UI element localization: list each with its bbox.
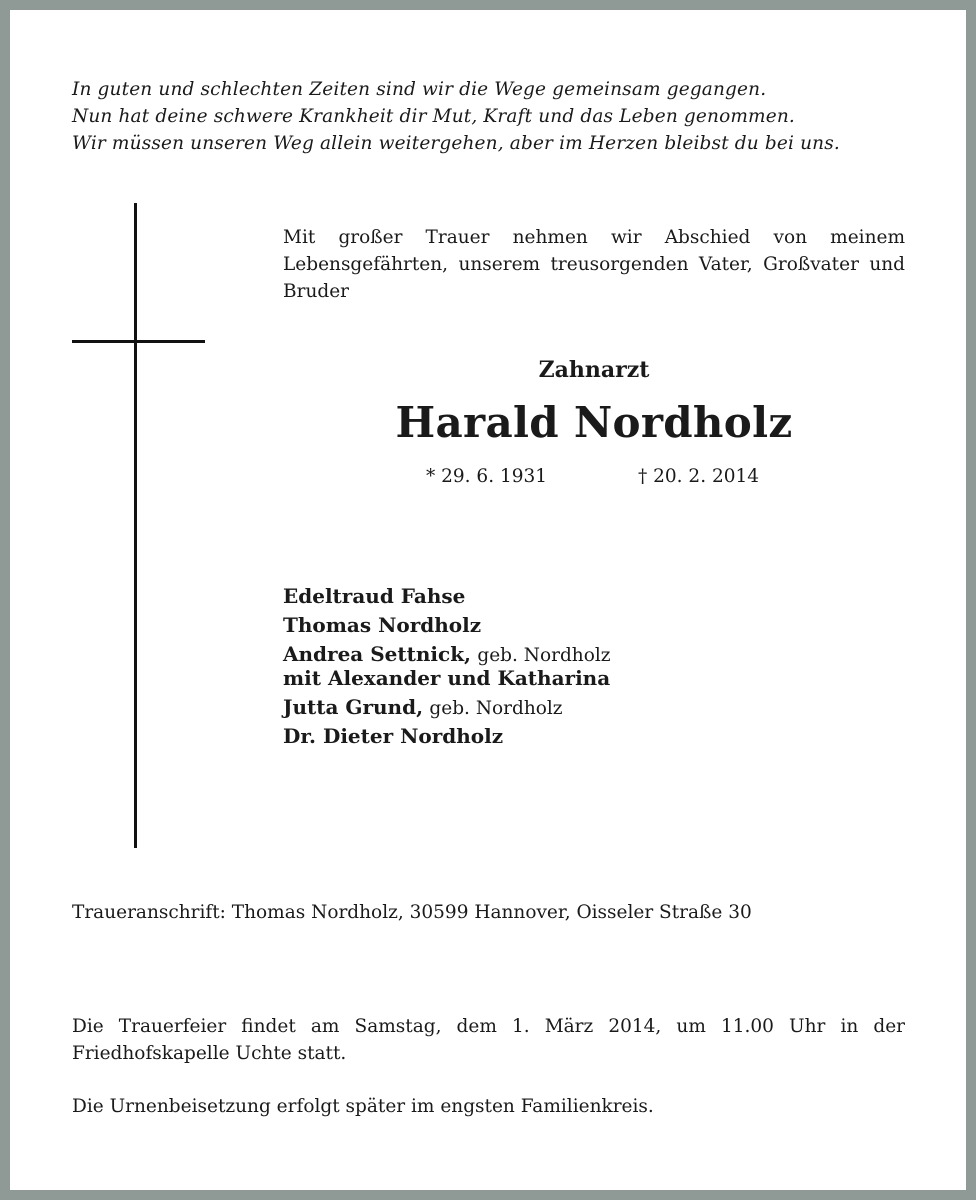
funeral-service-notice: Die Trauerfeier findet am Samstag, dem 1. März 2014, um 11.00 Uhr in der Friedhofskapelle Uchte statt.	[72, 1016, 905, 1064]
mourners-list	[283, 584, 611, 748]
mourning-address: Traueranschrift: Thomas Nordholz, 30599 Hannover, Oisseler Straße 30	[72, 902, 752, 923]
mourner-birth-name: geb. Nordholz	[477, 645, 611, 666]
mourner-entry	[283, 666, 611, 690]
mourner-entry	[283, 695, 611, 719]
mourner-name: mit Alexander und Katharina	[283, 666, 611, 690]
mourner-entry	[283, 613, 611, 637]
deceased-title: Zahnarzt	[538, 357, 650, 383]
mourner-name: Thomas Nordholz	[283, 613, 482, 637]
mourner-entry	[283, 724, 611, 748]
mourner-name: Edeltraud Fahse	[283, 584, 466, 608]
cross-vertical-bar	[134, 203, 137, 848]
deceased-name: Harald Nordholz	[395, 398, 793, 447]
motto-line: Nun hat deine schwere Krankheit dir Mut, Kraft und das Leben genommen.	[72, 106, 795, 127]
mourner-name: Dr. Dieter Nordholz	[283, 724, 504, 748]
motto-line: In guten und schlechten Zeiten sind wir die Wege gemeinsam gegangen.	[72, 79, 767, 100]
intro-text: Mit großer Trauer nehmen wir Abschied von meinem Lebensgefährten, unserem treusorgenden Vater, Großvater und Bruder	[283, 227, 905, 302]
birth-date: * 29. 6. 1931	[426, 466, 548, 487]
obituary-card	[10, 10, 966, 1190]
mourner-birth-name: geb. Nordholz	[429, 698, 563, 719]
urn-burial-notice: Die Urnenbeisetzung erfolgt später im engsten Familienkreis.	[72, 1096, 654, 1117]
cross-horizontal-bar	[72, 340, 205, 343]
motto-line: Wir müssen unseren Weg allein weitergehen, aber im Herzen bleibst du bei uns.	[72, 133, 840, 154]
mourner-entry	[283, 642, 611, 666]
mourner-entry	[283, 584, 611, 608]
motto-verse	[72, 76, 922, 157]
death-date: † 20. 2. 2014	[638, 466, 760, 487]
mourner-name: Andrea Settnick,	[283, 642, 472, 666]
mourner-name: Jutta Grund,	[283, 695, 424, 719]
